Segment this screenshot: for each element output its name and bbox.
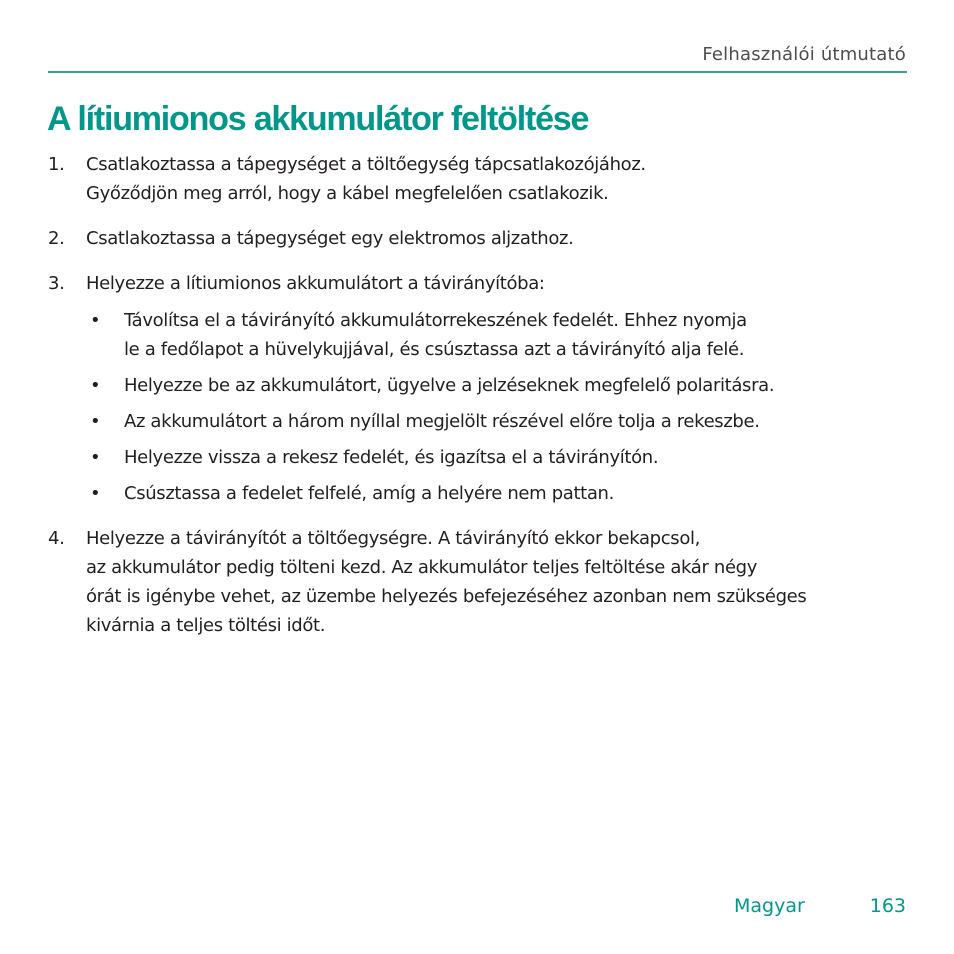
text-line: Az akkumulátort a három nyíllal megjelölt részével előre tolja a rekeszbe. [124, 411, 760, 432]
text-line: kivárnia a teljes töltési időt. [86, 615, 326, 636]
page-title: A lítiumionos akkumulátor feltöltése [47, 100, 589, 138]
step-item [48, 150, 898, 208]
step-text [86, 269, 898, 298]
bullet-item [86, 443, 898, 472]
step-text [86, 224, 898, 253]
text-line: Távolítsa el a távirányító akkumulátorrekeszének fedelét. Ehhez nyomja [124, 310, 747, 331]
bullet-list [86, 306, 898, 508]
text-line: Csatlakoztassa a tápegységet egy elektromos aljzathoz. [86, 228, 574, 249]
page-number: 163 [869, 895, 906, 917]
step-text [86, 150, 898, 208]
text-line: le a fedőlapot a hüvelykujjával, és csúsztassa azt a távirányító alja felé. [124, 339, 745, 360]
footer-language: Magyar [734, 895, 805, 917]
text-line: Helyezze a lítiumionos akkumulátort a távirányítóba: [86, 273, 545, 294]
text-line: Helyezze vissza a rekesz fedelét, és igazítsa el a távirányítón. [124, 447, 659, 468]
step-number: 2. [48, 228, 65, 249]
step-number: 3. [48, 273, 65, 294]
text-line: Csúsztassa a fedelet felfelé, amíg a helyére nem pattan. [124, 483, 614, 504]
step-number: 4. [48, 528, 65, 549]
bullet-item [86, 371, 898, 400]
step-item [48, 269, 898, 508]
text-line: Csatlakoztassa a tápegységet a töltőegység tápcsatlakozójához. [86, 154, 646, 175]
step-item [48, 524, 898, 640]
bullet-icon: • [90, 375, 101, 396]
step-item [48, 224, 898, 253]
step-text [86, 524, 898, 640]
text-line: órát is igénybe vehet, az üzembe helyezés befejezéséhez azonban nem szükséges [86, 586, 807, 607]
text-line: az akkumulátor pedig tölteni kezd. Az akkumulátor teljes feltöltése akár négy [86, 557, 758, 578]
steps-list [48, 150, 898, 656]
bullet-icon: • [90, 447, 101, 468]
text-line: Helyezze be az akkumulátort, ügyelve a jelzéseknek megfelelő polaritásra. [124, 375, 775, 396]
bullet-icon: • [90, 483, 101, 504]
bullet-item [86, 479, 898, 508]
header-rule [48, 71, 907, 73]
bullet-icon: • [90, 310, 101, 331]
bullet-item [86, 306, 898, 364]
text-line: Győződjön meg arról, hogy a kábel megfelelően csatlakozik. [86, 183, 609, 204]
bullet-icon: • [90, 411, 101, 432]
step-number: 1. [48, 154, 65, 175]
bullet-item [86, 407, 898, 436]
header-title: Felhasználói útmutató [702, 44, 906, 65]
text-line: Helyezze a távirányítót a töltőegységre. A távirányító ekkor bekapcsol, [86, 528, 701, 549]
